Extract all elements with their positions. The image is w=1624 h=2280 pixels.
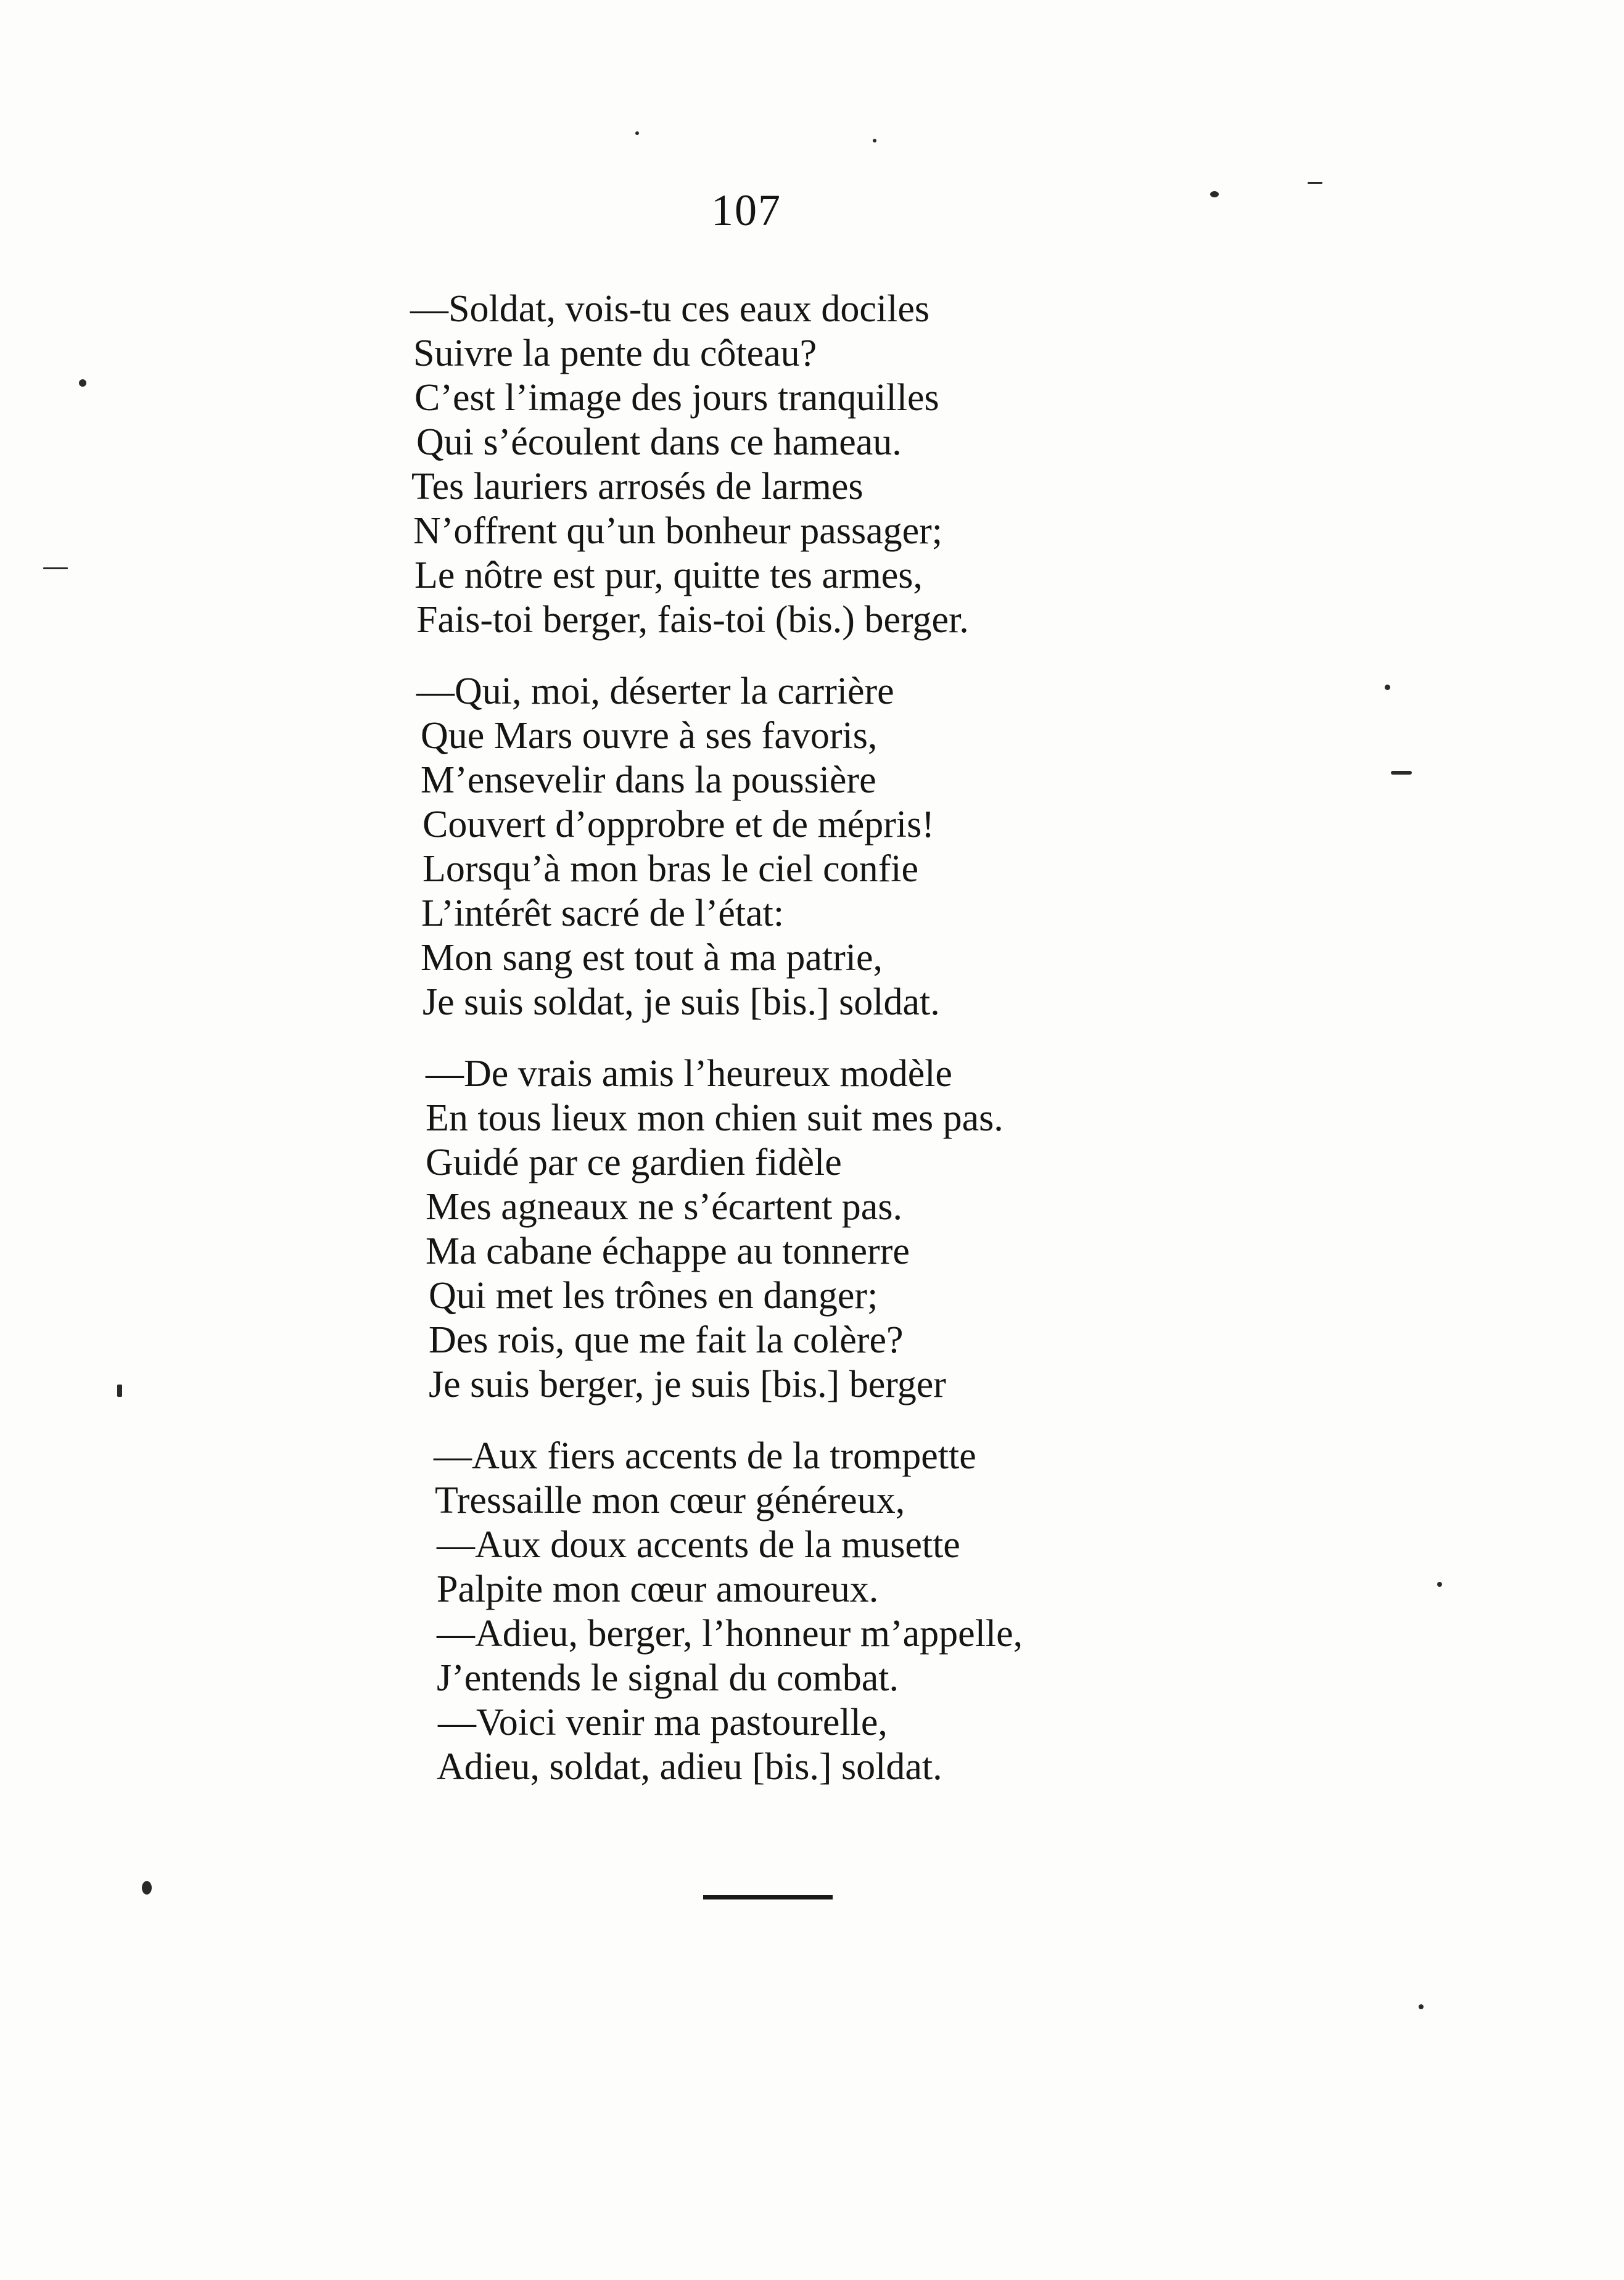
ink-speck xyxy=(1210,191,1219,197)
verse-line: Palpite mon cœur amoureux. xyxy=(437,1568,879,1610)
verse-line: Que Mars ouvre à ses favoris, xyxy=(421,715,878,757)
verse-line: C’est l’image des jours tranquilles xyxy=(414,377,939,419)
ink-speck xyxy=(873,139,876,142)
verse-line: En tous lieux mon chien suit mes pas. xyxy=(426,1097,1004,1139)
ink-speck xyxy=(1385,685,1390,690)
verse-line: Suivre la pente du côteau? xyxy=(413,332,817,374)
ink-speck xyxy=(1419,2004,1424,2009)
ink-speck xyxy=(635,131,639,135)
verse-line: L’intérêt sacré de l’état: xyxy=(421,892,785,934)
verse-line: Guidé par ce gardien fidèle xyxy=(426,1142,842,1183)
verse-line: Fais-toi berger, fais-toi (bis.) berger. xyxy=(416,599,969,641)
verse-line: Couvert d’opprobre et de mépris! xyxy=(422,804,934,846)
verse-line: Adieu, soldat, adieu [bis.] soldat. xyxy=(437,1746,942,1788)
ink-speck xyxy=(1391,771,1412,775)
ink-speck xyxy=(142,1881,152,1895)
verse-line: Des rois, que me fait la colère? xyxy=(429,1319,904,1361)
verse-line: J’entends le signal du combat. xyxy=(437,1657,899,1699)
closing-rule xyxy=(703,1895,833,1899)
verse-line: Lorsqu’à mon bras le ciel confie xyxy=(422,848,918,890)
verse-line: Qui s’écoulent dans ce hameau. xyxy=(416,421,902,463)
verse-line: —Adieu, berger, l’honneur m’appelle, xyxy=(437,1613,1023,1655)
verse-line: Le nôtre est pur, quitte tes armes, xyxy=(414,554,923,596)
ink-speck xyxy=(117,1385,122,1397)
verse-line: Je suis berger, je suis [bis.] berger xyxy=(429,1364,946,1405)
page-number: 107 xyxy=(711,186,781,235)
verse-line: Ma cabane échappe au tonnerre xyxy=(426,1230,910,1272)
verse-line: —De vrais amis l’heureux modèle xyxy=(426,1053,952,1095)
ink-speck xyxy=(1437,1582,1442,1587)
verse-line: Tressaille mon cœur généreux, xyxy=(435,1480,905,1521)
verse-line: M’ensevelir dans la poussière xyxy=(421,759,876,801)
verse-line: Tes lauriers arrosés de larmes xyxy=(411,466,864,508)
verse-line: —Qui, moi, déserter la carrière xyxy=(416,670,894,712)
verse-line: Qui met les trônes en danger; xyxy=(429,1275,878,1317)
verse-line: —Soldat, vois-tu ces eaux dociles xyxy=(410,288,929,330)
verse-line: —Aux fiers accents de la trompette xyxy=(434,1435,976,1477)
verse-line: Mon sang est tout à ma patrie, xyxy=(421,937,883,979)
ink-speck xyxy=(79,379,86,387)
verse-line: Je suis soldat, je suis [bis.] soldat. xyxy=(422,981,940,1023)
verse-line: Mes agneaux ne s’écartent pas. xyxy=(426,1186,902,1228)
verse-line: —Aux doux accents de la musette xyxy=(437,1524,960,1566)
ink-speck xyxy=(43,567,68,569)
verse-line: —Voici venir ma pastourelle, xyxy=(438,1702,888,1743)
ink-speck xyxy=(1308,182,1322,184)
verse-line: N’offrent qu’un bonheur passager; xyxy=(413,510,942,552)
